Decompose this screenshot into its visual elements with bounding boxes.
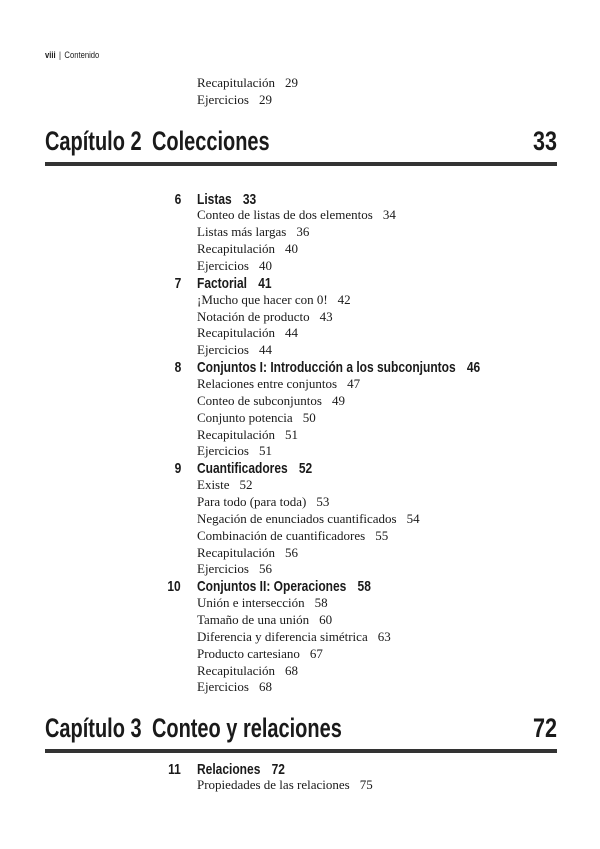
toc-entry-text (197, 561, 272, 577)
entry-title: Conteo de listas de dos elementos (197, 207, 373, 223)
entry-title: Recapitulación (197, 75, 275, 90)
entry-page: 44 (284, 325, 298, 341)
toc-entry (0, 663, 600, 680)
toc-entry-text (197, 477, 253, 493)
toc-entry (0, 545, 600, 562)
entry-page: 36 (296, 224, 310, 240)
entry-page: 50 (302, 409, 316, 425)
chapter-heading (45, 713, 557, 753)
entry-page: 51 (258, 443, 272, 459)
toc-entry (0, 92, 600, 109)
toc-entry-text (197, 309, 333, 325)
page-number: viii (45, 50, 56, 60)
entry-title: Conteo de subconjuntos (197, 392, 322, 408)
toc-entry (0, 393, 600, 410)
toc-entry-text (197, 427, 298, 443)
section-heading (0, 761, 600, 778)
section-page: 72 (271, 760, 285, 778)
toc-entry (0, 342, 600, 359)
toc-entry-text (197, 646, 323, 662)
entry-title: Tamaño de una unión (197, 612, 310, 627)
toc-entry-text (197, 545, 298, 561)
entry-title: Notación de producto (197, 308, 310, 324)
toc-entry-text (197, 241, 298, 257)
toc-entry-text (197, 207, 396, 223)
chapter-title (45, 126, 270, 157)
toc-entry (0, 410, 600, 427)
toc-entry (0, 528, 600, 545)
running-head (45, 50, 99, 60)
section-name: Cuantificadores (197, 460, 288, 478)
entry-title: Propiedades de las relaciones (197, 777, 350, 793)
section-heading (0, 359, 600, 376)
toc-entry-text (197, 679, 272, 695)
section-title (197, 578, 371, 595)
section-number: 7 (174, 274, 181, 292)
section-page: 46 (466, 359, 481, 377)
chapter-rule (45, 749, 557, 753)
entry-page: 40 (258, 257, 272, 273)
entry-page: 68 (258, 679, 272, 695)
entry-page: 55 (375, 527, 389, 543)
toc-entry-text (197, 342, 272, 358)
toc-entry-text (197, 629, 391, 645)
toc-entry (0, 561, 600, 578)
entry-page: 29 (258, 91, 272, 107)
entry-title: Listas más largas (197, 224, 287, 240)
toc-entry (0, 679, 600, 696)
section-heading (0, 578, 600, 595)
toc-entry (0, 511, 600, 528)
section-number: 10 (167, 578, 181, 596)
toc-entry (0, 646, 600, 663)
section-number: 9 (174, 460, 181, 478)
chapter-rule (45, 162, 557, 166)
toc-entry-text (197, 75, 298, 91)
toc-entry (0, 612, 600, 629)
toc-entry-text (197, 224, 309, 240)
toc-entry-text (197, 612, 332, 628)
section-page: 52 (298, 460, 313, 478)
entry-page: 67 (309, 645, 323, 661)
toc-entry (0, 494, 600, 511)
entry-page: 54 (406, 510, 420, 526)
entry-page: 42 (337, 291, 351, 307)
toc-entry-text (197, 511, 420, 527)
section-page: 58 (357, 578, 371, 596)
entry-page: 40 (284, 241, 298, 257)
section-heading (0, 275, 600, 292)
chapter-name: Colecciones (151, 126, 270, 156)
toc-entry-text (197, 777, 373, 793)
toc-entry (0, 309, 600, 326)
entry-title: Conjunto potencia (197, 409, 293, 425)
section-title (197, 460, 312, 477)
entry-title: Combinación de cuantificadores (197, 527, 366, 543)
entry-title: Recapitulación (197, 325, 275, 341)
section-name: Relaciones (197, 760, 261, 778)
toc-entry (0, 325, 600, 342)
toc-entry (0, 629, 600, 646)
entry-page: 49 (331, 392, 345, 408)
toc-entry-text (197, 292, 351, 308)
running-title: Contenido (64, 50, 100, 60)
chapter-name: Conteo y relaciones (151, 713, 342, 743)
entry-title: Ejercicios (197, 679, 249, 695)
toc-entry (0, 376, 600, 393)
entry-title: Para todo (para toda) (197, 493, 307, 509)
section-page: 41 (258, 274, 272, 292)
toc-entry (0, 224, 600, 241)
entry-page: 52 (239, 477, 253, 493)
entry-title: Negación de enunciados cuantificados (197, 510, 397, 526)
toc-entry-text (197, 528, 388, 544)
entry-page: 34 (382, 207, 396, 223)
entry-title: Recapitulación (197, 426, 275, 442)
toc-entry (0, 777, 600, 794)
entry-page: 75 (359, 777, 373, 793)
toc-entry-text (197, 410, 316, 426)
entry-title: ¡Mucho que hacer con 0! (197, 291, 328, 307)
chapter-page: 72 (532, 713, 557, 743)
toc-entry-text (197, 595, 328, 611)
toc-entry (0, 443, 600, 460)
toc-entry-text (197, 92, 272, 108)
section-name: Conjuntos II: Operaciones (197, 578, 347, 596)
section-heading (0, 191, 600, 208)
section-title (197, 275, 272, 292)
entry-title: Ejercicios (197, 561, 249, 577)
section-name: Conjuntos I: Introducción a los subconjuntos (197, 359, 456, 377)
toc-entry (0, 427, 600, 444)
section-name: Listas (197, 190, 232, 208)
toc-entry (0, 292, 600, 309)
entry-page: 68 (284, 662, 298, 678)
chapter-label: Capítulo 2 (45, 126, 142, 156)
entry-page: 56 (258, 561, 272, 577)
section-title (197, 191, 256, 208)
entry-page: 58 (314, 595, 328, 611)
toc-entry (0, 241, 600, 258)
entry-page: 47 (347, 375, 361, 391)
toc-entry-text (197, 258, 272, 274)
toc-entry (0, 258, 600, 275)
toc-entry (0, 207, 600, 224)
section-title (197, 359, 480, 376)
toc-entry-text (197, 663, 298, 679)
entry-title: Recapitulación (197, 241, 275, 257)
entry-title: Diferencia y diferencia simétrica (197, 628, 368, 644)
section-title (197, 761, 285, 778)
entry-title: Existe (197, 477, 230, 493)
entry-title: Ejercicios (197, 257, 249, 273)
entry-page: 56 (284, 544, 298, 560)
section-heading (0, 460, 600, 477)
entry-page: 43 (319, 308, 333, 324)
chapter-label: Capítulo 3 (45, 713, 142, 743)
section-number: 8 (174, 359, 181, 377)
entry-page: 63 (377, 628, 391, 644)
toc-entry (0, 75, 600, 92)
entry-title: Unión e intersección (197, 595, 305, 611)
entry-title: Producto cartesiano (197, 645, 300, 661)
chapter-title (45, 713, 342, 744)
entry-page: 53 (316, 493, 330, 509)
toc-entry-text (197, 325, 298, 341)
entry-title: Ejercicios (197, 91, 249, 107)
entry-title: Recapitulación (197, 544, 275, 560)
entry-title: Ejercicios (197, 443, 249, 459)
toc-entry-text (197, 443, 272, 459)
toc-entry-text (197, 376, 360, 392)
section-name: Factorial (197, 274, 248, 292)
section-number: 11 (168, 760, 181, 778)
toc-entry (0, 595, 600, 612)
toc-entry-text (197, 494, 329, 510)
entry-title: Relaciones entre conjuntos (197, 375, 338, 391)
section-number: 6 (174, 190, 181, 208)
separator: | (59, 50, 62, 60)
entry-title: Ejercicios (197, 342, 249, 358)
entry-page: 29 (284, 75, 298, 90)
chapter-page: 33 (532, 126, 557, 156)
entry-page: 60 (319, 612, 333, 627)
section-page: 33 (242, 190, 257, 208)
chapter-heading (45, 126, 557, 166)
entry-page: 51 (284, 426, 298, 442)
toc-entry (0, 477, 600, 494)
entry-title: Recapitulación (197, 662, 275, 678)
entry-page: 44 (258, 342, 272, 358)
toc-entry-text (197, 393, 345, 409)
